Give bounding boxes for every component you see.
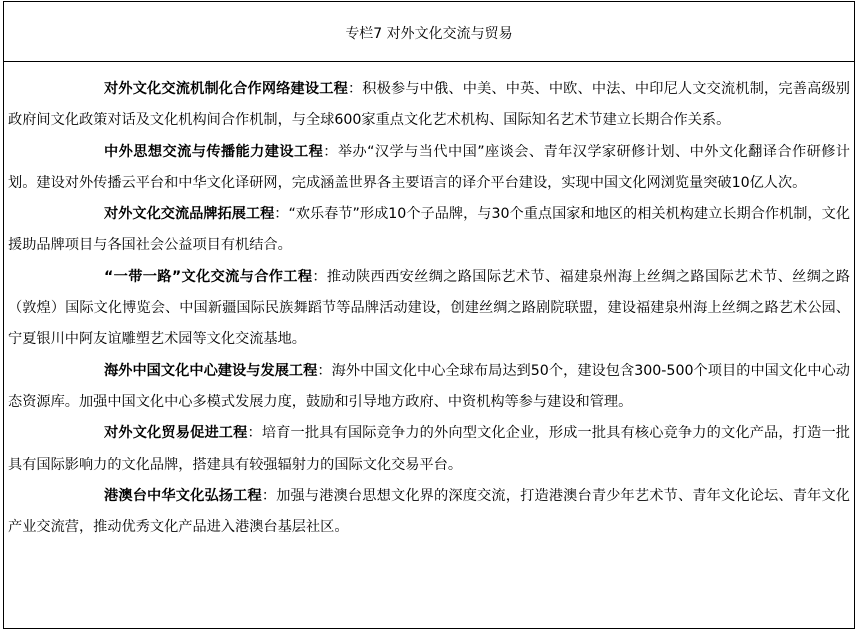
project-heading: “一带一路”文化交流与合作工程 <box>104 268 313 285</box>
project-text: ：加强与港澳台思想文化界的深度交流，打造港澳台青少年艺术节、青年文化论坛、青年文化产业交流营，推动优秀文化产品进入港澳台基层社区。 <box>8 487 850 536</box>
project-paragraph <box>8 74 850 137</box>
feature-box <box>3 1 855 629</box>
project-paragraph <box>8 356 850 419</box>
project-heading: 港澳台中华文化弘扬工程 <box>104 487 262 504</box>
project-text: ：积极参与中俄、中美、中英、中欧、中法、中印尼人文交流机制，完善高级别政府间文化政策对话及文化机构间合作机制，与全球600家重点文化艺术机构、国际知名艺术节建立长期合作关系。 <box>8 81 850 129</box>
project-text: ：海外中国文化中心全球布局达到50个，建设包含300-500个项目的中国文化中心动态资源库。加强中国文化中心多模式发展力度，鼓励和引导地方政府、中资机构等参与建设和管理。 <box>8 362 850 410</box>
project-text: ：推动陕西西安丝绸之路国际艺术节、福建泉州海上丝绸之路国际艺术节、丝绸之路（敦煌）国际文化博览会、中国新疆国际民族舞蹈节等品牌活动建设，创建丝绸之路剧院联盟，建设福建泉州海上丝绸之路艺术公园、宁夏银川中阿友谊雕塑艺术园等文化交流基地。 <box>8 268 850 348</box>
project-text: ：举办“汉学与当代中国”座谈会、青年汉学家研修计划、中外文化翻译合作研修计划。建设对外传播云平台和中华文化译研网，完成涵盖世界各主要语言的译介平台建设，实现中国文化网浏览量突破10亿人次。 <box>8 143 850 191</box>
box-title: 专栏7 对外文化交流与贸易 <box>4 2 854 62</box>
project-paragraph <box>8 137 850 200</box>
project-heading: 海外中国文化中心建设与发展工程 <box>104 362 318 379</box>
project-paragraph <box>8 481 850 544</box>
project-heading: 对外文化交流品牌拓展工程 <box>104 206 275 223</box>
box-body <box>4 62 854 543</box>
project-heading: 对外文化交流机制化合作网络建设工程 <box>104 81 348 97</box>
project-text: ：“欢乐春节”形成10个子品牌，与30个重点国家和地区的相关机构建立长期合作机制，文化援助品牌项目与各国社会公益项目有机结合。 <box>8 206 851 254</box>
project-heading: 对外文化贸易促进工程 <box>104 425 248 442</box>
project-paragraph <box>8 262 850 356</box>
project-paragraph <box>8 199 850 262</box>
project-text: ：培育一批具有国际竞争力的外向型文化企业，形成一批具有核心竞争力的文化产品，打造一批具有国际影响力的文化品牌，搭建具有较强辐射力的国际文化交易平台。 <box>8 425 850 473</box>
project-heading: 中外思想交流与传播能力建设工程 <box>104 143 324 160</box>
project-paragraph <box>8 418 850 481</box>
